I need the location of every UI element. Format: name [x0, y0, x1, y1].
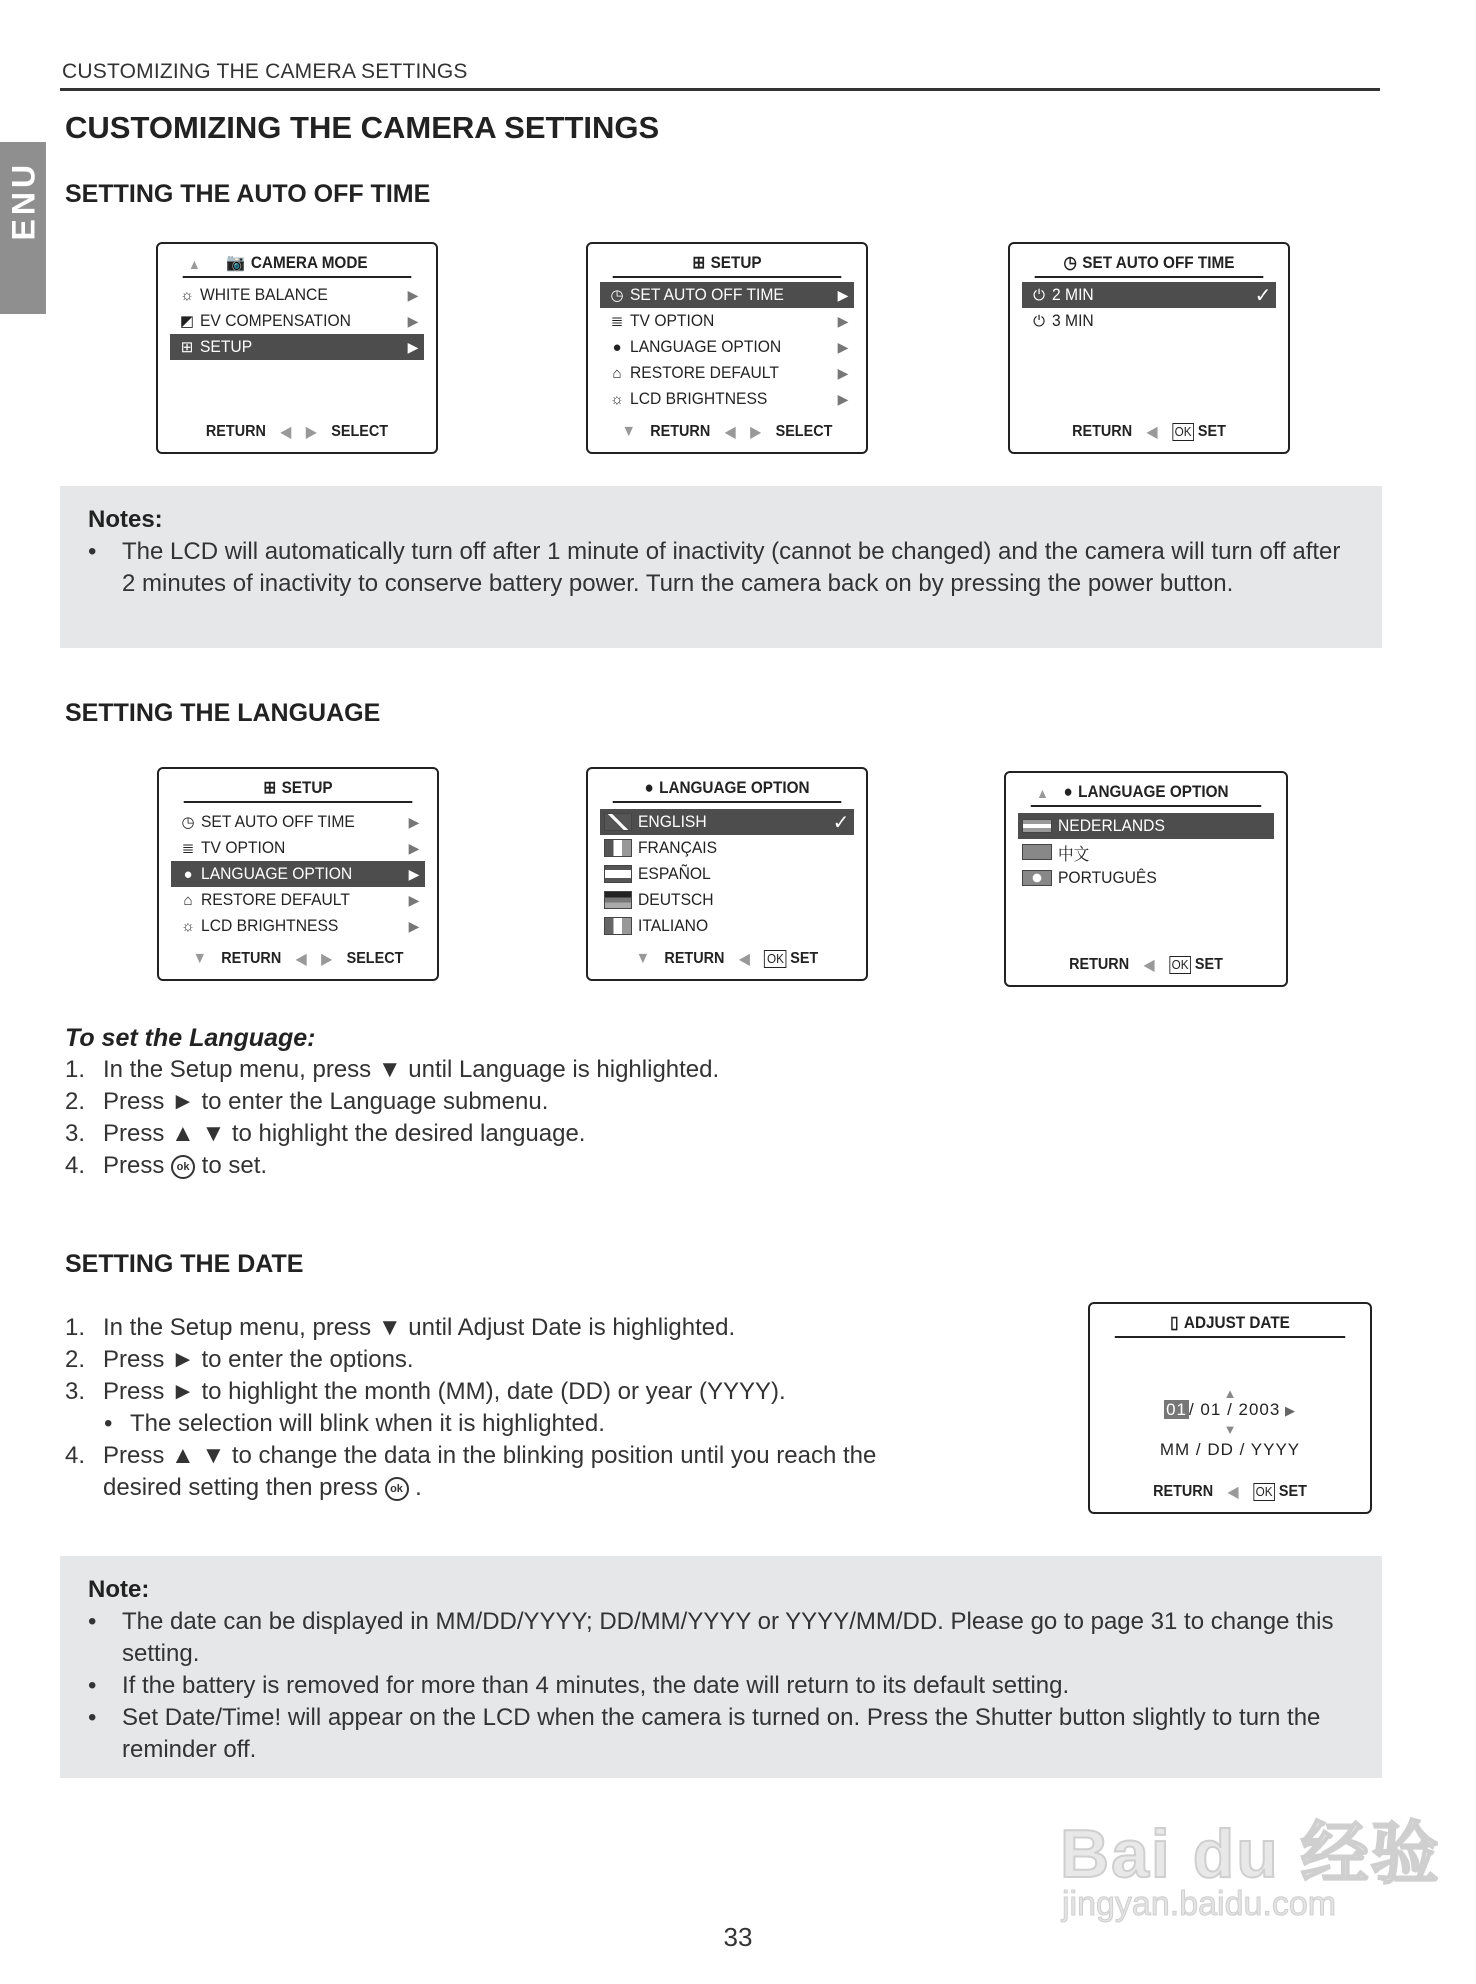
ev-icon: ◩: [179, 313, 195, 330]
lcd-language-option: [586, 767, 868, 981]
lcd-title-text: LANGUAGE OPTION: [1078, 782, 1229, 801]
return-label: RETURN: [664, 950, 725, 967]
right-arrow-icon: ▶: [1280, 1403, 1296, 1418]
menu-item-label: LCD BRIGHTNESS: [201, 916, 339, 935]
language-italiano[interactable]: [600, 913, 854, 939]
lcd-title-text: SETUP: [710, 253, 762, 272]
day-year-fields: / 01 / 2003: [1188, 1400, 1281, 1419]
ok-icon: OK: [1253, 1483, 1275, 1501]
menu-item-set-auto-off-time[interactable]: [600, 282, 854, 308]
right-arrow-icon: ▶: [837, 364, 849, 381]
lcd-footer: [1115, 1480, 1345, 1504]
lcd-adjust-date: [1088, 1302, 1372, 1514]
lcd-title-text: SETUP: [281, 778, 333, 797]
note-bullet: • The LCD will automatically turn off after 1 minute of inactivity (cannot be changed) and the camera will turn off after 2 minutes of inactivity to conserve battery power. Turn the camera back on by pressing the power button.: [88, 536, 1358, 600]
calendar-icon: ▯: [1170, 1313, 1179, 1332]
set-label: SET: [790, 950, 819, 967]
checkmark-icon: ✓: [1254, 284, 1272, 307]
right-arrow-icon: ►: [171, 1346, 195, 1373]
left-arrow-icon: ◀: [1227, 1484, 1239, 1501]
italy-flag-icon: [604, 917, 632, 935]
language-portugues[interactable]: [1018, 865, 1274, 891]
language-icon: ●: [183, 865, 193, 883]
return-label: RETURN: [1153, 1483, 1214, 1500]
right-arrow-icon: ▶: [408, 839, 420, 856]
ok-icon: OK: [1172, 423, 1194, 441]
home-icon: ⌂: [612, 364, 622, 382]
menu-item-restore-default[interactable]: [600, 360, 854, 386]
lcd-title: [1115, 1310, 1345, 1338]
up-down-arrow-icon: ▲ ▼: [171, 1442, 226, 1469]
baidu-watermark-url: jingyan.baidu.com: [1062, 1885, 1337, 1923]
left-arrow-icon: ◀: [738, 951, 750, 968]
brightness-icon: ☼: [181, 917, 195, 935]
date-step-4-cont: desired setting then press ok .: [103, 1474, 422, 1501]
language-nederlands[interactable]: [1018, 813, 1274, 839]
note-bullet: • Set Date/Time! will appear on the LCD when the camera is turned on. Press the Shutter button slightly to turn the reminder off.: [88, 1702, 1358, 1766]
return-label: RETURN: [221, 950, 282, 967]
lcd-setup-language: [157, 767, 439, 981]
ok-button-icon: ok: [385, 1477, 409, 1501]
down-arrow-icon: ▼: [621, 423, 636, 440]
ok-icon: OK: [1169, 956, 1191, 974]
setup-icon: ⊞: [180, 339, 194, 356]
down-arrow-icon: ▼: [635, 950, 651, 967]
select-label: SELECT: [346, 950, 404, 967]
china-flag-icon: [1022, 844, 1052, 860]
down-arrow-icon: ▼: [377, 1056, 402, 1083]
right-arrow-icon: ▶: [837, 312, 849, 329]
white-balance-icon: ☼: [180, 286, 194, 304]
howto-heading: To set the Language:: [65, 1024, 316, 1052]
left-arrow-icon: ◀: [295, 951, 307, 968]
up-down-arrow-icon: ▲ ▼: [171, 1120, 226, 1147]
option-label: 3 MIN: [1052, 311, 1094, 330]
lcd-footer: [184, 947, 413, 971]
language-icon: ●: [612, 338, 622, 356]
section-title-auto-off: SETTING THE AUTO OFF TIME: [65, 180, 431, 208]
menu-item-lcd-brightness[interactable]: [600, 386, 854, 412]
note-text: If the battery is removed for more than 4 minutes, the date will return to its default setting.: [122, 1672, 1070, 1699]
netherlands-flag-icon: [1022, 819, 1052, 833]
select-label: SELECT: [331, 423, 389, 440]
camera-icon: 📷: [226, 253, 246, 272]
date-step-3: 3. Press ► to highlight the month (MM), date (DD) or year (YYYY).: [65, 1378, 786, 1405]
menu-item-label: LANGUAGE OPTION: [201, 864, 353, 883]
right-arrow-icon: ▶: [408, 891, 420, 908]
uk-flag-icon: [604, 813, 632, 831]
date-step-3-sub: • The selection will blink when it is highlighted.: [104, 1410, 605, 1437]
language-label: ITALIANO: [638, 916, 709, 935]
up-arrow-icon: ▲: [188, 256, 201, 272]
set-label: SET: [1278, 1483, 1307, 1500]
language-chinese[interactable]: [1018, 839, 1274, 865]
language-step-4: 4. Press ok to set.: [65, 1152, 268, 1179]
language-icon: ●: [644, 778, 654, 797]
date-step-1: 1. In the Setup menu, press ▼ until Adjust Date is highlighted.: [65, 1314, 736, 1341]
lcd-title: [184, 775, 413, 803]
section-title-language: SETTING THE LANGUAGE: [65, 699, 381, 727]
language-english[interactable]: [600, 809, 854, 835]
left-arrow-icon: ◀: [724, 424, 736, 441]
right-arrow-icon: ►: [171, 1378, 195, 1405]
menu-item-ev-compensation[interactable]: [170, 308, 424, 334]
menu-item-label: TV OPTION: [201, 838, 286, 857]
lcd-footer: [183, 420, 412, 444]
option-2-min[interactable]: [1022, 282, 1276, 308]
right-arrow-icon: ▶: [305, 424, 317, 441]
spain-flag-icon: [604, 865, 632, 883]
menu-item-label: EV COMPENSATION: [200, 311, 351, 330]
language-label: NEDERLANDS: [1058, 816, 1165, 835]
timer-icon: ◷: [1063, 253, 1077, 272]
language-side-tab: [0, 142, 46, 314]
lcd-title: [1031, 779, 1261, 807]
right-arrow-icon: ▶: [837, 390, 849, 407]
menu-item-label: RESTORE DEFAULT: [630, 363, 779, 382]
down-arrow-icon: ▼: [192, 950, 207, 967]
france-flag-icon: [604, 839, 632, 857]
menu-item-setup[interactable]: [170, 334, 424, 360]
language-deutsch[interactable]: [600, 887, 854, 913]
timer-icon: ◷: [610, 287, 624, 304]
left-arrow-icon: ◀: [1146, 424, 1158, 441]
option-3-min[interactable]: [1022, 308, 1276, 334]
menu-item-tv-option[interactable]: [600, 308, 854, 334]
ok-button-icon: ok: [171, 1155, 195, 1179]
right-arrow-icon: ▶: [837, 338, 849, 355]
option-label: 2 MIN: [1052, 285, 1094, 304]
right-arrow-icon: ▶: [407, 338, 419, 355]
left-arrow-icon: ◀: [1143, 957, 1155, 974]
section-title-date: SETTING THE DATE: [65, 1250, 304, 1278]
tv-icon: ≣: [181, 840, 195, 857]
menu-item-set-auto-off-time[interactable]: [171, 809, 425, 835]
return-label: RETURN: [1069, 956, 1130, 973]
right-arrow-icon: ▶: [837, 286, 849, 303]
menu-item-lcd-brightness[interactable]: [171, 913, 425, 939]
set-label: SET: [1197, 423, 1226, 440]
right-arrow-icon: ▶: [408, 813, 420, 830]
setup-icon: ⊞: [692, 253, 706, 272]
lcd-footer: [613, 947, 842, 971]
lcd-title-text: LANGUAGE OPTION: [659, 778, 810, 797]
lcd-setup: [586, 242, 868, 454]
date-format: MM / DD / YYYY: [1159, 1440, 1301, 1459]
language-label: DEUTSCH: [638, 890, 714, 909]
right-arrow-icon: ►: [171, 1088, 195, 1115]
language-label: ENGLISH: [638, 812, 707, 831]
up-arrow-icon: ▲: [1223, 1386, 1237, 1401]
note-text: The date can be displayed in MM/DD/YYYY; DD/MM/YYYY or YYYY/MM/DD. Please go to page 31 to change this setting.: [122, 1608, 1334, 1667]
menu-item-label: RESTORE DEFAULT: [201, 890, 350, 909]
menu-item-label: SET AUTO OFF TIME: [630, 285, 784, 304]
setup-icon: ⊞: [263, 778, 277, 797]
down-arrow-icon: ▼: [377, 1314, 402, 1341]
right-arrow-icon: ▶: [750, 424, 762, 441]
baidu-watermark: Bai du 经验: [1060, 1816, 1441, 1892]
lcd-title: [613, 250, 842, 278]
language-francais[interactable]: [600, 835, 854, 861]
home-icon: ⌂: [183, 891, 193, 909]
germany-flag-icon: [604, 891, 632, 909]
lcd-title: [613, 775, 842, 803]
portugal-flag-icon: [1022, 870, 1052, 886]
menu-item-white-balance[interactable]: [170, 282, 424, 308]
select-label: SELECT: [775, 423, 833, 440]
side-tab-label: ENU: [5, 160, 42, 241]
notes-box-auto-off: [60, 486, 1382, 648]
note-text: The LCD will automatically turn off after 1 minute of inactivity (cannot be changed) and the camera will turn off after 2 minutes of inactivity to conserve battery power. Turn the camera back on by pressing the power button.: [122, 538, 1341, 597]
left-arrow-icon: ◀: [280, 424, 292, 441]
return-label: RETURN: [1072, 423, 1133, 440]
date-step-2: 2. Press ► to enter the options.: [65, 1346, 414, 1373]
note-text: Set Date/Time! will appear on the LCD when the camera is turned on. Press the Shutter button slightly to turn the reminder off.: [122, 1704, 1321, 1763]
lcd-footer: [1035, 420, 1264, 444]
brightness-icon: ☼: [610, 390, 624, 408]
menu-item-restore-default[interactable]: [171, 887, 425, 913]
menu-item-label: TV OPTION: [630, 311, 715, 330]
right-arrow-icon: ▶: [408, 865, 420, 882]
date-step-4: 4. Press ▲ ▼ to change the data in the blinking position until you reach the: [65, 1442, 877, 1469]
right-arrow-icon: ▶: [321, 951, 333, 968]
language-step-1: 1. In the Setup menu, press ▼ until Language is highlighted.: [65, 1056, 720, 1083]
note-bullet: • If the battery is removed for more than 4 minutes, the date will return to its default setting.: [88, 1670, 1358, 1702]
power-icon: ⏻: [1033, 286, 1045, 304]
menu-item-language-option[interactable]: [600, 334, 854, 360]
page-title: CUSTOMIZING THE CAMERA SETTINGS: [65, 110, 660, 145]
lcd-title-text: CAMERA MODE: [250, 253, 368, 272]
menu-item-label: SET AUTO OFF TIME: [201, 812, 355, 831]
menu-item-label: WHITE BALANCE: [200, 285, 328, 304]
lcd-footer: [613, 420, 842, 444]
set-label: SET: [1194, 956, 1223, 973]
lcd-title-text: SET AUTO OFF TIME: [1082, 253, 1235, 272]
return-label: RETURN: [650, 423, 711, 440]
up-arrow-icon: ▲: [1036, 785, 1049, 801]
date-value[interactable]: [1090, 1400, 1370, 1420]
menu-item-tv-option[interactable]: [171, 835, 425, 861]
header-rule: [60, 88, 1380, 91]
right-arrow-icon: ▶: [407, 312, 419, 329]
language-label: PORTUGUÊS: [1058, 868, 1157, 887]
lcd-footer: [1031, 953, 1261, 977]
menu-item-language-option[interactable]: [171, 861, 425, 887]
lcd-set-auto-off-time: [1008, 242, 1290, 454]
note-bullet: • The date can be displayed in MM/DD/YYYY; DD/MM/YYYY or YYYY/MM/DD. Please go to page 31 to change this setting.: [88, 1606, 1358, 1670]
running-head: CUSTOMIZING THE CAMERA SETTINGS: [62, 60, 468, 83]
menu-item-label: SETUP: [200, 337, 253, 356]
tv-icon: ≣: [610, 313, 624, 330]
language-label: ESPAÑOL: [638, 864, 711, 883]
language-espanol[interactable]: [600, 861, 854, 887]
language-icon: ●: [1063, 782, 1073, 801]
return-label: RETURN: [205, 423, 266, 440]
language-step-3: 3. Press ▲ ▼ to highlight the desired language.: [65, 1120, 586, 1147]
down-arrow-icon: ▼: [1223, 1422, 1237, 1437]
menu-item-label: LANGUAGE OPTION: [630, 337, 782, 356]
language-label: 中文: [1058, 844, 1090, 864]
lcd-title: [183, 250, 412, 278]
lcd-camera-mode: [156, 242, 438, 454]
notes-heading: Notes:: [88, 506, 163, 533]
lcd-title: [1035, 250, 1264, 278]
checkmark-icon: ✓: [832, 811, 850, 834]
right-arrow-icon: ▶: [407, 286, 419, 303]
power-icon: ⏻: [1033, 312, 1045, 330]
notes-box-date: [60, 1556, 1382, 1778]
lcd-language-option-page2: [1004, 771, 1288, 987]
menu-item-label: LCD BRIGHTNESS: [630, 389, 768, 408]
lcd-title-text: ADJUST DATE: [1183, 1313, 1290, 1332]
timer-icon: ◷: [181, 814, 195, 831]
right-arrow-icon: ▶: [408, 917, 420, 934]
page-number: 33: [723, 1922, 753, 1952]
month-field[interactable]: 01: [1166, 1400, 1187, 1419]
language-step-2: 2. Press ► to enter the Language submenu.: [65, 1088, 549, 1115]
language-label: FRANÇAIS: [638, 838, 718, 857]
ok-icon: OK: [764, 950, 786, 968]
notes-heading: Note:: [88, 1576, 150, 1603]
